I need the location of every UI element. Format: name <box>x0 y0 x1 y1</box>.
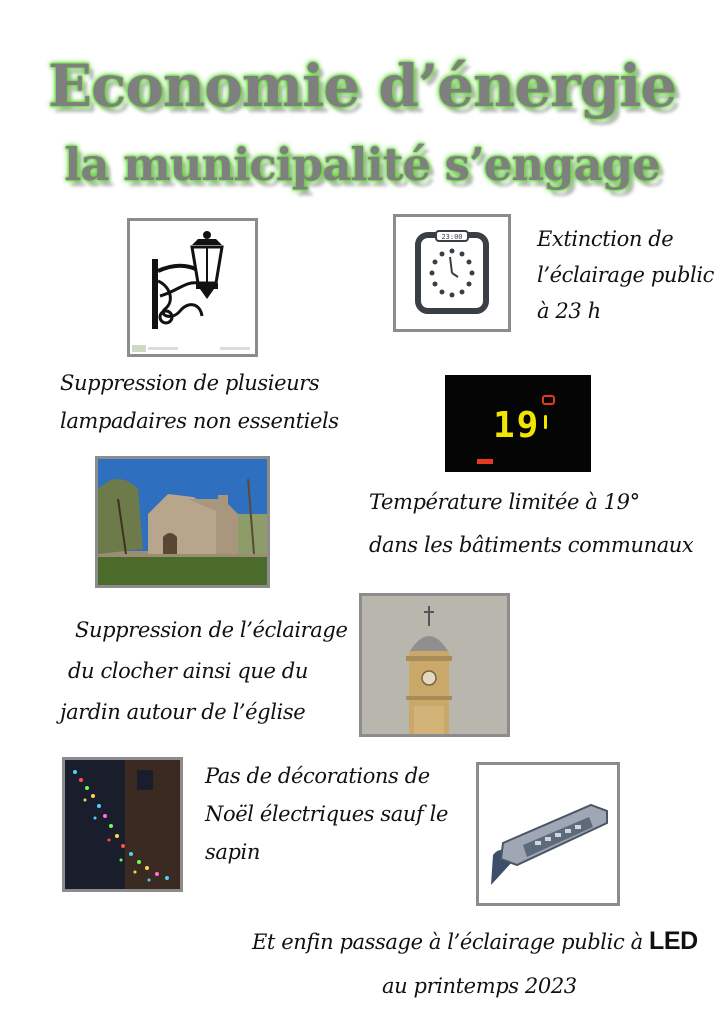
noel-line-2: Noël électriques sauf le <box>205 802 449 826</box>
title-line-2: la municipalité s’engage <box>64 138 660 191</box>
title-line-1: Economie d’énergie <box>47 52 677 120</box>
temperature-line-2: dans les bâtiments communaux <box>369 533 694 557</box>
church-photo <box>98 459 267 585</box>
clock-display: 23:00 <box>441 233 463 241</box>
clock-image <box>393 214 511 332</box>
church-image <box>95 456 270 588</box>
plug-icon <box>542 395 555 405</box>
lantern-image <box>127 218 258 357</box>
clocher-line-3: jardin autour de l’église <box>60 700 306 724</box>
led-streetlight-icon <box>479 765 617 903</box>
wall-lantern-icon <box>130 221 255 354</box>
led-line-1 <box>252 919 698 964</box>
noel-line-3: sapin <box>205 840 260 864</box>
lampadaires-line-2: lampadaires non essentiels <box>60 409 339 433</box>
clocher-text <box>60 610 348 733</box>
clocher-line-1: Suppression de l’éclairage <box>75 618 348 642</box>
thermostat-image <box>445 375 591 472</box>
clocher-line-2: du clocher ainsi que du <box>68 659 308 683</box>
extinction-line-2: l’éclairage public <box>537 263 715 287</box>
bell-tower-photo <box>362 596 507 734</box>
noel-text <box>205 757 448 871</box>
thermometer-icon <box>544 415 547 429</box>
extinction-text <box>537 221 714 329</box>
bell-tower-image <box>359 593 510 737</box>
led-text <box>252 919 698 1008</box>
led-line-1-prefix: Et enfin passage à l’éclairage public à <box>252 930 649 954</box>
thermostat-value: 19 <box>493 405 541 446</box>
heat-indicator <box>477 459 493 464</box>
extinction-line-1: Extinction de <box>537 227 674 251</box>
christmas-lights-image <box>62 757 183 892</box>
temperature-line-1: Température limitée à 19° <box>369 490 640 514</box>
lampadaires-line-1: Suppression de plusieurs <box>60 371 320 395</box>
temperature-text <box>369 481 693 567</box>
noel-line-1: Pas de décorations de <box>205 764 430 788</box>
led-word: LED <box>648 927 698 955</box>
led-line-2: au printemps 2023 <box>382 974 577 998</box>
led-streetlight-image <box>476 762 620 906</box>
christmas-lights-photo <box>65 760 180 889</box>
extinction-line-3: à 23 h <box>537 299 601 323</box>
lampadaires-text <box>60 364 339 440</box>
